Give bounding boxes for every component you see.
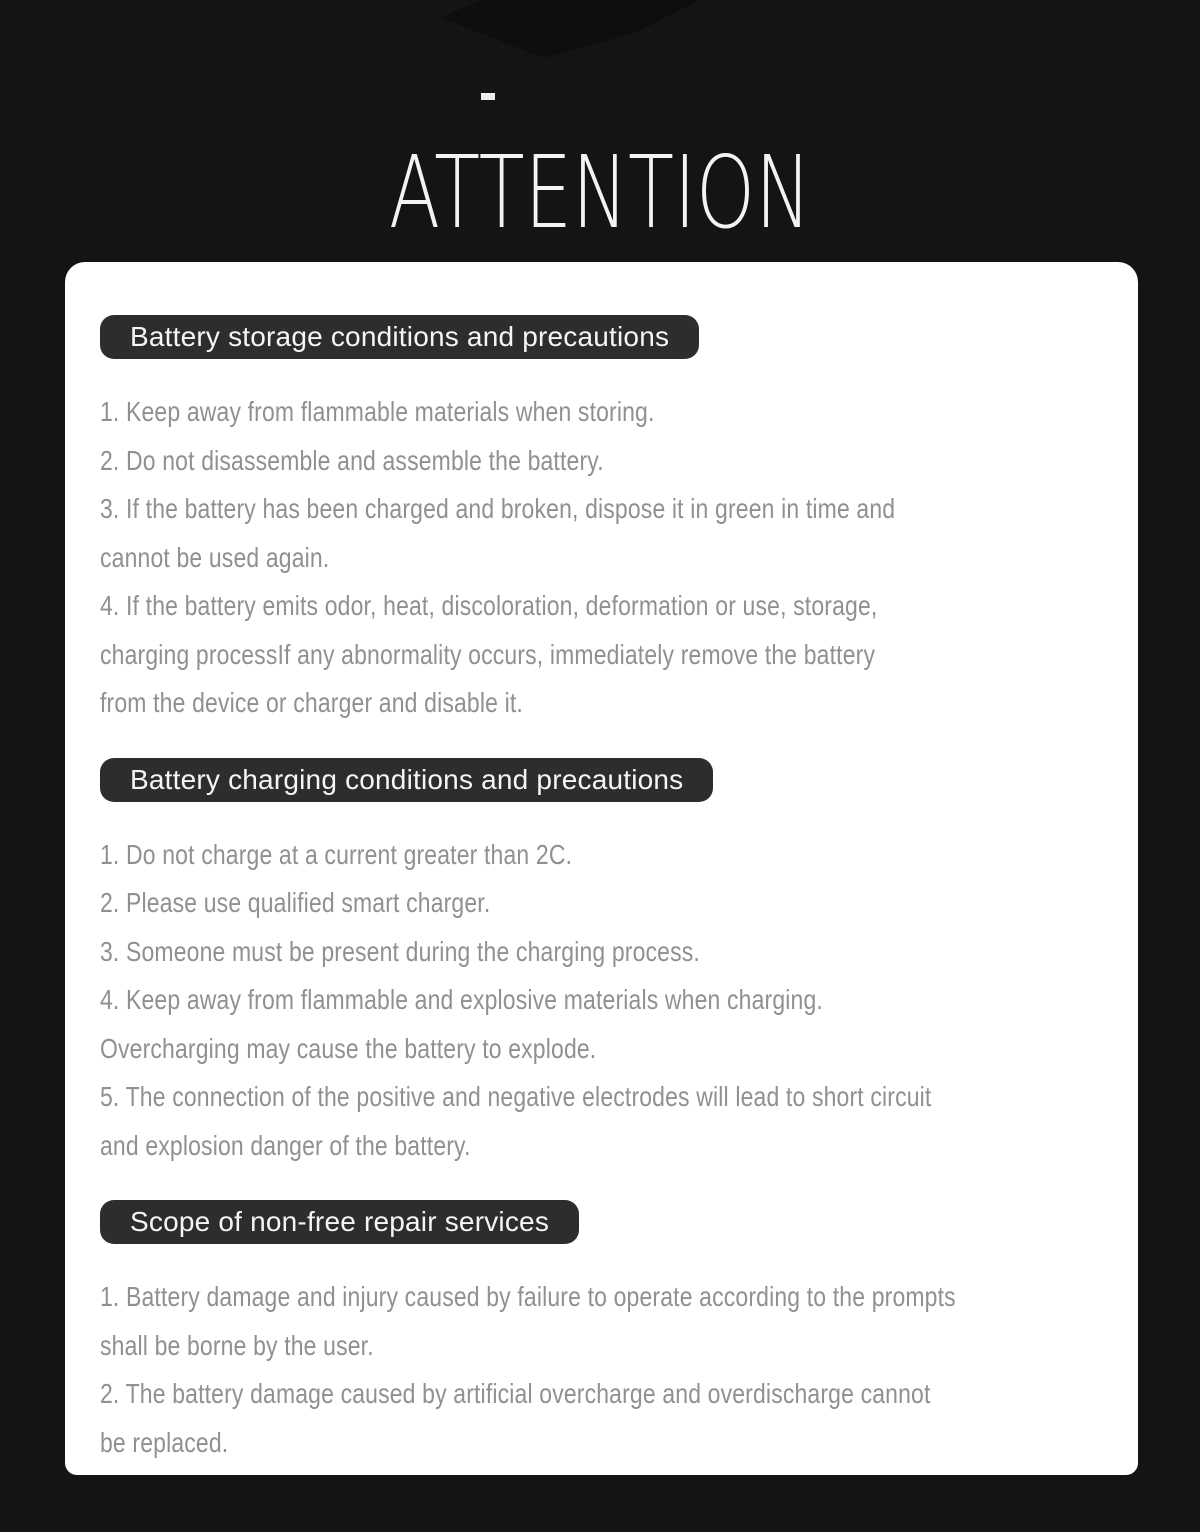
list-item: 3. Someone must be present during the charging process.	[100, 935, 700, 967]
section-list	[100, 1273, 1110, 1467]
list-item: 1. Battery damage and injury caused by failure to operate according to the prompts shall be borne by the user.	[100, 1281, 956, 1361]
section-heading-label: Battery storage conditions and precautions	[130, 321, 670, 352]
list-item: 3. If the battery has been charged and broken, dispose it in green in time and cannot be used again.	[100, 493, 896, 573]
page-title: ATTENTION	[388, 134, 812, 251]
list-item: 2. The battery damage caused by artificial overcharge and overdischarge cannot be replaced.	[100, 1378, 931, 1458]
section-list	[100, 388, 1110, 728]
list-item: 1. Do not charge at a current greater than 2C.	[100, 838, 573, 870]
list-item: 2. Do not disassemble and assemble the battery.	[100, 444, 604, 476]
list-item: 1. Keep away from flammable materials when storing.	[100, 396, 655, 427]
section-heading-label: Battery charging conditions and precautions	[130, 763, 684, 795]
list-item: 4. If the battery emits odor, heat, discoloration, deformation or use, storage, charging processIf any abnormality occurs, immediately remove the battery from the device or charger and disable it.	[100, 590, 878, 718]
section-heading-pill	[100, 315, 699, 359]
section-heading-pill	[100, 758, 713, 802]
section-battery-charging	[65, 758, 1138, 1171]
list-item: 5. The connection of the positive and negative electrodes will lead to short circuit and explosion danger of the battery.	[100, 1081, 932, 1161]
section-heading-pill	[100, 1200, 579, 1244]
list-item: 2. Please use qualified smart charger.	[100, 887, 491, 918]
artifact-tick-mark	[481, 93, 495, 100]
faded-product-graphic	[440, 0, 700, 58]
section-list	[100, 831, 1110, 1171]
section-heading-label: Scope of non-free repair services	[130, 1206, 550, 1237]
section-repair-scope	[65, 1200, 1138, 1467]
section-battery-storage	[65, 315, 1138, 728]
content-card	[65, 262, 1138, 1475]
list-item: 4. Keep away from flammable and explosive materials when charging. Overcharging may cause the battery to explode.	[100, 984, 823, 1064]
